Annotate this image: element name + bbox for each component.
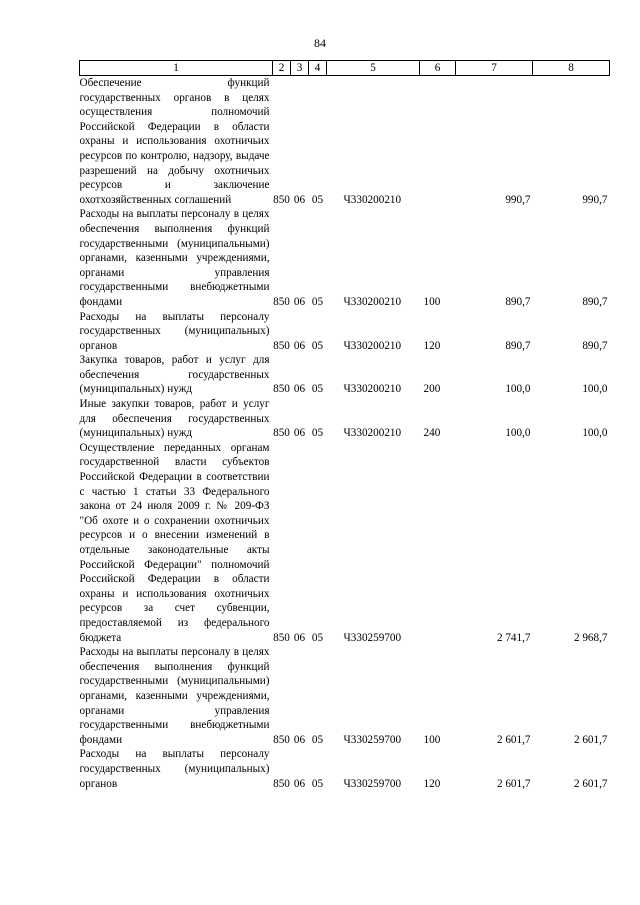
admin-code: 850 bbox=[273, 193, 290, 206]
subsection-code: 05 bbox=[311, 295, 324, 308]
amount-col7: 2 601,7 bbox=[496, 777, 531, 790]
page-number: 84 bbox=[314, 36, 326, 50]
target-article: Ч330259700 bbox=[343, 733, 402, 746]
column-number-header bbox=[80, 61, 610, 76]
section-code: 06 bbox=[293, 383, 306, 396]
amount-col7: 100,0 bbox=[505, 427, 531, 440]
target-article: Ч330200210 bbox=[343, 295, 402, 308]
section-code: 06 bbox=[293, 631, 306, 644]
target-article: Ч330259700 bbox=[343, 631, 402, 644]
table-row bbox=[80, 645, 610, 747]
subsection-code: 05 bbox=[311, 733, 324, 746]
admin-code: 850 bbox=[273, 383, 290, 396]
table-row bbox=[80, 397, 610, 441]
amount-col8: 100,0 bbox=[582, 427, 608, 440]
expense-name: Осуществление переданных органам государственной власти субъектов Российской Федерации в соответствии с частью 1 статьи 33 Федерального закона от 24 июля 2009 г. № 209-ФЗ "Об охоте и о сохранении охотничьих ресурсов и о внесении изменений в отдельные законодательные акты Российской Федерации" полномочий Российской Федерации в области охраны и использования охотничьих ресурсов за счет субвенции, предоставляемой из федерального бюджета bbox=[79, 441, 270, 644]
admin-code: 850 bbox=[273, 631, 290, 644]
section-code: 06 bbox=[293, 339, 306, 352]
target-article: Ч330200210 bbox=[343, 427, 402, 440]
admin-code: 850 bbox=[273, 339, 290, 352]
expense-name: Расходы на выплаты персоналу государственных (муниципальных) органов bbox=[79, 748, 270, 790]
amount-col7: 2 741,7 bbox=[496, 631, 531, 644]
table-row bbox=[80, 76, 610, 208]
table-row bbox=[80, 207, 610, 309]
expense-kind: 100 bbox=[423, 295, 441, 308]
table-row bbox=[80, 441, 610, 645]
amount-col8: 2 968,7 bbox=[573, 631, 608, 644]
amount-col7: 990,7 bbox=[505, 193, 531, 206]
amount-col7: 890,7 bbox=[505, 295, 531, 308]
target-article: Ч330200210 bbox=[343, 193, 402, 206]
subsection-code: 05 bbox=[311, 427, 324, 440]
admin-code: 850 bbox=[273, 295, 290, 308]
expense-name: Закупка товаров, работ и услуг для обеспечения государственных (муниципальных) нужд bbox=[79, 354, 270, 396]
amount-col8: 2 601,7 bbox=[573, 733, 608, 746]
section-code: 06 bbox=[293, 295, 306, 308]
column-header: 3 bbox=[291, 61, 309, 76]
expense-name: Расходы на выплаты персоналу в целях обеспечения выполнения функций государственными (муниципальными) органами, казенными учреждениями, органами управления государственными внебюджетными фондами bbox=[79, 208, 270, 308]
admin-code: 850 bbox=[273, 777, 290, 790]
table-row bbox=[80, 310, 610, 354]
expense-name: Обеспечение функций государственных органов в целях осуществления полномочий Российской Федерации в области охраны и использования охотничьих ресурсов по контролю, надзору, выдаче разрешений на добычу охотничьих ресурсов и заключение охотхозяйственных соглашений bbox=[79, 77, 270, 206]
subsection-code: 05 bbox=[311, 777, 324, 790]
column-header: 4 bbox=[309, 61, 327, 76]
target-article: Ч330200210 bbox=[343, 339, 402, 352]
table-row bbox=[80, 747, 610, 791]
table-row bbox=[80, 353, 610, 397]
expense-kind: 120 bbox=[423, 777, 441, 790]
expense-kind bbox=[420, 76, 456, 208]
expense-kind: 100 bbox=[423, 733, 441, 746]
amount-col8: 890,7 bbox=[582, 295, 608, 308]
expense-kind: 240 bbox=[423, 427, 441, 440]
target-article: Ч330259700 bbox=[343, 777, 402, 790]
expense-name: Расходы на выплаты персоналу в целях обеспечения выполнения функций государственными (муниципальными) органами, казенными учреждениями, органами управления государственными внебюджетными фондами bbox=[79, 646, 270, 746]
amount-col8: 100,0 bbox=[582, 383, 608, 396]
expense-name: Расходы на выплаты персоналу государственных (муниципальных) органов bbox=[79, 310, 270, 352]
target-article: Ч330200210 bbox=[343, 383, 402, 396]
subsection-code: 05 bbox=[311, 631, 324, 644]
amount-col7: 890,7 bbox=[505, 339, 531, 352]
budget-table bbox=[79, 60, 610, 791]
expense-kind: 120 bbox=[423, 339, 441, 352]
expense-kind bbox=[420, 441, 456, 645]
amount-col8: 890,7 bbox=[582, 339, 608, 352]
section-code: 06 bbox=[293, 193, 306, 206]
section-code: 06 bbox=[293, 733, 306, 746]
subsection-code: 05 bbox=[311, 383, 324, 396]
amount-col7: 100,0 bbox=[505, 383, 531, 396]
expense-name: Иные закупки товаров, работ и услуг для обеспечения государственных (муниципальных) нужд bbox=[79, 398, 270, 440]
admin-code: 850 bbox=[273, 733, 290, 746]
column-header: 8 bbox=[533, 61, 610, 76]
subsection-code: 05 bbox=[311, 339, 324, 352]
admin-code: 850 bbox=[273, 427, 290, 440]
column-header: 2 bbox=[273, 61, 291, 76]
subsection-code: 05 bbox=[311, 193, 324, 206]
column-header: 5 bbox=[327, 61, 420, 76]
amount-col8: 2 601,7 bbox=[573, 777, 608, 790]
section-code: 06 bbox=[293, 427, 306, 440]
column-header: 1 bbox=[80, 61, 273, 76]
amount-col7: 2 601,7 bbox=[496, 733, 531, 746]
column-header: 7 bbox=[456, 61, 533, 76]
expense-kind: 200 bbox=[423, 383, 441, 396]
amount-col8: 990,7 bbox=[582, 193, 608, 206]
section-code: 06 bbox=[293, 777, 306, 790]
column-header: 6 bbox=[420, 61, 456, 76]
